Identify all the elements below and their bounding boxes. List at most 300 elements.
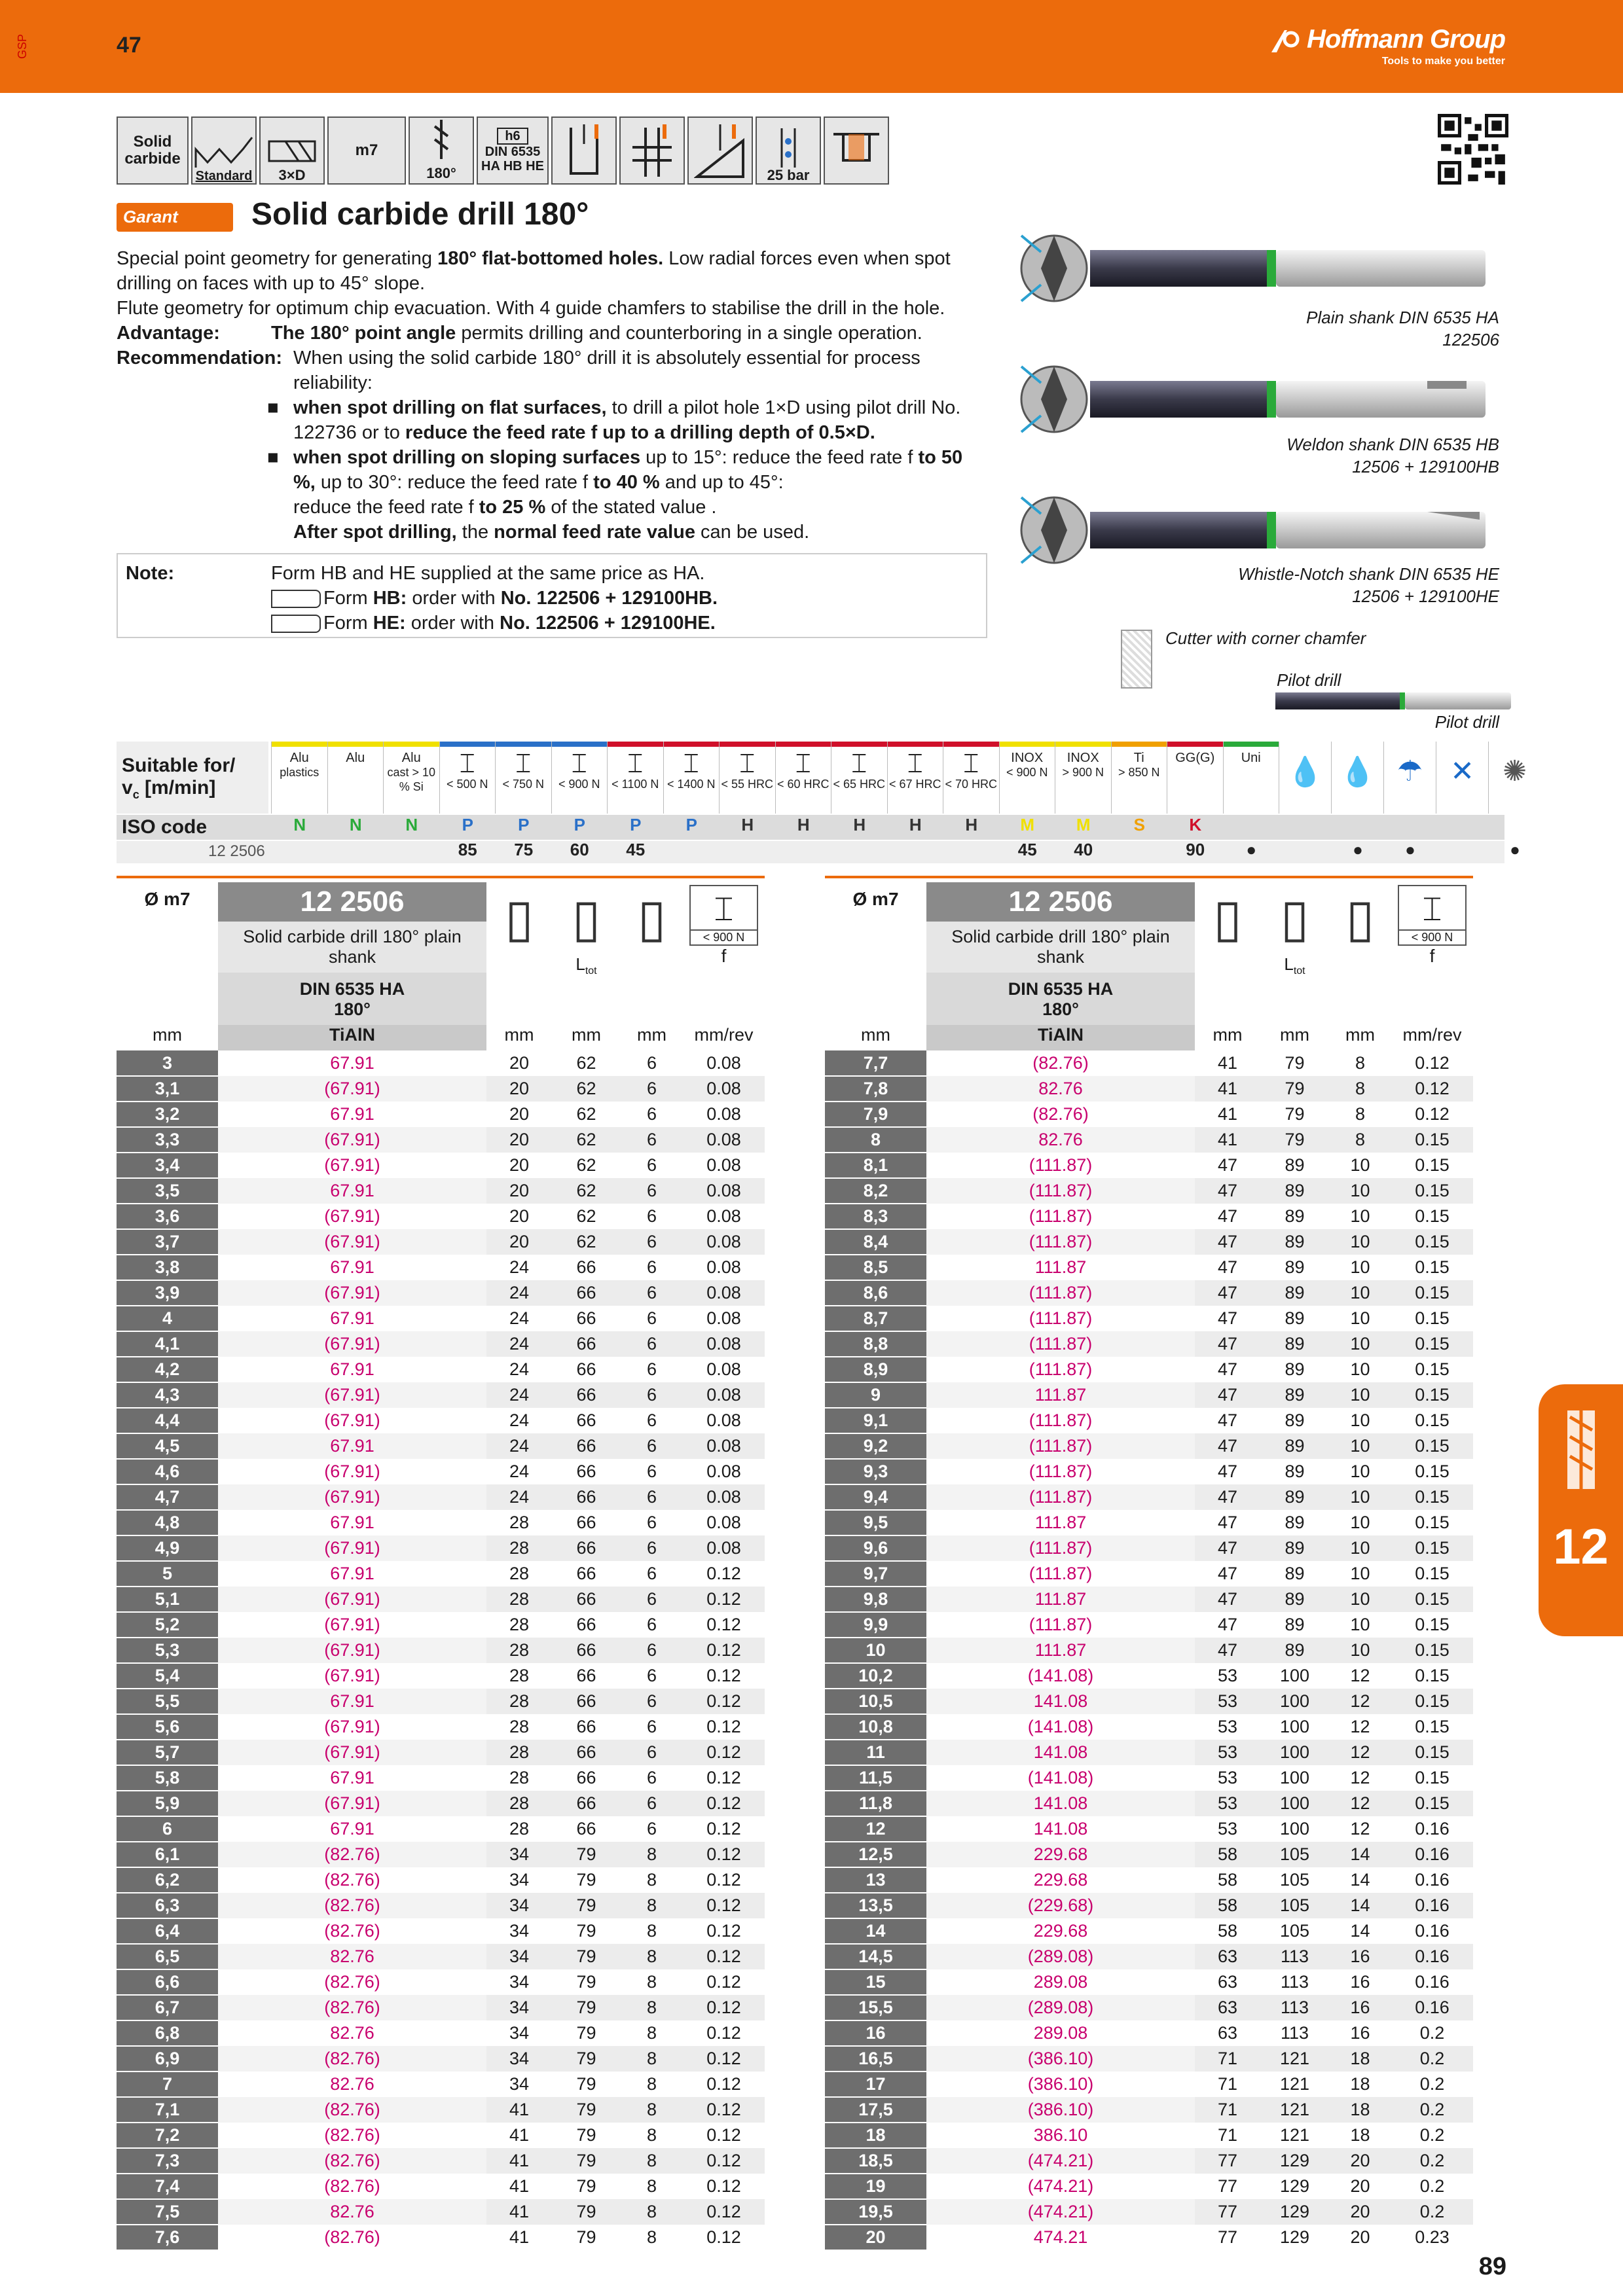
drill-chapter-icon bbox=[1566, 1410, 1596, 1489]
feed-cell: 0.15 bbox=[1415, 1359, 1450, 1379]
table-row[interactable] bbox=[117, 1510, 765, 1535]
table-row[interactable] bbox=[825, 1714, 1473, 1740]
feed-cell: 0.12 bbox=[706, 2176, 741, 2196]
shank-diameter-cell: 6 bbox=[621, 1076, 683, 1102]
table-row[interactable] bbox=[825, 1459, 1473, 1484]
product-name: Solid carbide drill 180° plain shank bbox=[218, 922, 486, 973]
feed-cell: 0.15 bbox=[1391, 1178, 1473, 1204]
shank-diameter-cell: 6 bbox=[621, 1638, 683, 1663]
feed-cell: 0.12 bbox=[683, 1791, 765, 1816]
table-row[interactable] bbox=[117, 1050, 765, 1076]
coolant-mark: ● bbox=[1353, 840, 1363, 859]
diameter-cell: 11,8 bbox=[825, 1791, 926, 1816]
table-row[interactable] bbox=[117, 1689, 765, 1714]
table-row[interactable] bbox=[117, 1561, 765, 1587]
table-row[interactable] bbox=[825, 1969, 1473, 1995]
table-row[interactable] bbox=[825, 1229, 1473, 1255]
table-row[interactable] bbox=[117, 1433, 765, 1459]
cutting-speed: 60 bbox=[570, 840, 589, 859]
total-length-cell: 66 bbox=[576, 1513, 596, 1532]
diameter-cell: 5,4 bbox=[117, 1663, 218, 1689]
shank-diameter-cell: 10 bbox=[1329, 1382, 1391, 1408]
total-length-cell: 79 bbox=[576, 2227, 596, 2247]
table-row[interactable] bbox=[825, 1816, 1473, 1842]
qr-code-icon[interactable] bbox=[1438, 114, 1508, 185]
total-length-cell: 100 bbox=[1279, 1717, 1310, 1736]
feed-cell: 0.12 bbox=[683, 1638, 765, 1663]
material-column bbox=[1055, 742, 1111, 859]
diameter-cell: 7,4 bbox=[117, 2174, 218, 2199]
diameter-cell: 6,8 bbox=[117, 2020, 218, 2046]
material-sub: > 900 N bbox=[1062, 766, 1104, 779]
shank-diameter-cell: 20 bbox=[1350, 2176, 1370, 2196]
table-row[interactable] bbox=[117, 1714, 765, 1740]
diameter-cell: 19 bbox=[825, 2174, 926, 2199]
table-row[interactable] bbox=[117, 1153, 765, 1178]
table-row[interactable] bbox=[117, 1382, 765, 1408]
price-cell: 67.91 bbox=[330, 1513, 374, 1532]
table-row[interactable] bbox=[825, 2072, 1473, 2097]
feed-cell: 0.15 bbox=[1415, 1717, 1450, 1736]
feed-cell: 0.08 bbox=[683, 1484, 765, 1510]
table-row[interactable] bbox=[825, 1561, 1473, 1587]
table-row[interactable] bbox=[825, 1331, 1473, 1357]
material-color-bar bbox=[720, 742, 775, 747]
table-row[interactable] bbox=[117, 1102, 765, 1127]
shank-diameter-cell: 10 bbox=[1350, 1359, 1370, 1379]
table-row[interactable] bbox=[117, 1995, 765, 2020]
shank-diameter-cell: 8 bbox=[621, 1995, 683, 2020]
shank-diameter-cell: 6 bbox=[621, 1382, 683, 1408]
table-row[interactable] bbox=[825, 2097, 1473, 2123]
material-color-bar bbox=[1055, 742, 1111, 747]
suitability-article: 12 2506 bbox=[208, 842, 265, 860]
feed-cell: 0.12 bbox=[683, 1944, 765, 1969]
cutting-length-cell: 28 bbox=[509, 1768, 530, 1787]
table-row[interactable] bbox=[825, 1255, 1473, 1280]
brand-name: Hoffmann Group bbox=[1306, 25, 1505, 54]
cutting-length-cell: 63 bbox=[1195, 1995, 1260, 2020]
diameter-cell: 3,7 bbox=[117, 1229, 218, 1255]
table-row[interactable] bbox=[825, 1765, 1473, 1791]
table-row[interactable] bbox=[117, 1740, 765, 1765]
price-cell: (67.91) bbox=[218, 1280, 486, 1306]
table-row[interactable] bbox=[825, 1050, 1473, 1076]
table-row[interactable] bbox=[825, 1127, 1473, 1153]
diameter-cell: 3,2 bbox=[117, 1102, 218, 1127]
feed-cell: 0.15 bbox=[1415, 1615, 1450, 1634]
diameter-cell: 8,8 bbox=[825, 1331, 926, 1357]
price-cell: 229.68 bbox=[1033, 1870, 1088, 1890]
feed-cell: 0.15 bbox=[1391, 1689, 1473, 1714]
steel-icon: ⌶ bbox=[627, 749, 644, 778]
table-row[interactable] bbox=[117, 1842, 765, 1867]
cutting-length-cell: 28 bbox=[509, 1717, 530, 1736]
table-row[interactable] bbox=[117, 2148, 765, 2174]
price-cell: (111.87) bbox=[1029, 1564, 1093, 1583]
shank-diameter-icon: ▯ bbox=[1345, 889, 1375, 947]
feed-cell: 0.08 bbox=[683, 1382, 765, 1408]
table-row[interactable] bbox=[117, 1893, 765, 1918]
feed-cell: 0.2 bbox=[1419, 2176, 1445, 2196]
table-row[interactable] bbox=[825, 1510, 1473, 1535]
table-row[interactable] bbox=[117, 1791, 765, 1816]
total-length-cell: 89 bbox=[1285, 1410, 1305, 1430]
cutting-length-cell: 20 bbox=[486, 1127, 552, 1153]
table-row[interactable] bbox=[117, 1765, 765, 1791]
material-sub: < 55 HRC bbox=[721, 778, 774, 791]
shank-diameter-cell: 6 bbox=[646, 1564, 657, 1583]
table-row[interactable] bbox=[117, 1357, 765, 1382]
material-color-bar bbox=[440, 742, 496, 747]
header-page-number: 47 bbox=[117, 33, 141, 58]
total-length-cell: 66 bbox=[576, 1717, 596, 1736]
price-cell: 67.91 bbox=[218, 1433, 486, 1459]
shank-diameter-cell: 10 bbox=[1350, 1308, 1370, 1328]
diameter-cell: 3,5 bbox=[117, 1178, 218, 1204]
table-row[interactable] bbox=[117, 1229, 765, 1255]
price-cell: 229.68 bbox=[926, 1842, 1195, 1867]
table-row[interactable] bbox=[117, 1127, 765, 1153]
total-length-cell: 66 bbox=[576, 1819, 596, 1839]
table-row[interactable] bbox=[117, 1076, 765, 1102]
price-cell: (111.87) bbox=[926, 1535, 1195, 1561]
total-length-cell: 105 bbox=[1260, 1842, 1329, 1867]
table-row[interactable] bbox=[117, 1587, 765, 1612]
price-cell: (474.21) bbox=[926, 2199, 1195, 2225]
material-column bbox=[831, 742, 887, 834]
table-row[interactable] bbox=[117, 2123, 765, 2148]
feed-cell: 0.08 bbox=[683, 1076, 765, 1102]
table-row[interactable] bbox=[825, 1587, 1473, 1612]
counterbore-icon bbox=[824, 117, 889, 185]
table-row[interactable] bbox=[117, 1918, 765, 1944]
price-cell: 67.91 bbox=[330, 1768, 374, 1787]
table-row[interactable] bbox=[117, 2020, 765, 2046]
material-column bbox=[775, 742, 831, 834]
product-description bbox=[117, 246, 994, 545]
table-row[interactable] bbox=[825, 1612, 1473, 1638]
cutting-length-cell: 41 bbox=[509, 2125, 530, 2145]
table-row[interactable] bbox=[825, 1663, 1473, 1689]
diameter-cell: 12 bbox=[825, 1816, 926, 1842]
shank-diameter-cell: 6 bbox=[646, 1359, 657, 1379]
table-row[interactable] bbox=[117, 1816, 765, 1842]
feed-cell: 0.15 bbox=[1415, 1462, 1450, 1481]
material-name: Ti bbox=[1133, 751, 1144, 765]
table-row[interactable] bbox=[825, 1408, 1473, 1433]
table-row[interactable] bbox=[117, 2046, 765, 2072]
feed-cell: 0.12 bbox=[706, 2227, 741, 2247]
feed-cell: 0.2 bbox=[1419, 2074, 1445, 2094]
table-row[interactable] bbox=[825, 1306, 1473, 1331]
chapter-tab[interactable] bbox=[1539, 1384, 1623, 1636]
feed-cell: 0.16 bbox=[1391, 1842, 1473, 1867]
table-row[interactable] bbox=[825, 1535, 1473, 1561]
material-name: Alu bbox=[401, 751, 421, 765]
diameter-cell: 8 bbox=[825, 1127, 926, 1153]
table-row[interactable] bbox=[825, 1357, 1473, 1382]
shank-diameter-cell: 10 bbox=[1329, 1331, 1391, 1357]
material-sub: < 500 N bbox=[446, 778, 488, 791]
table-row[interactable] bbox=[117, 1944, 765, 1969]
price-cell: (111.87) bbox=[1029, 1410, 1093, 1430]
shank-diameter-cell: 10 bbox=[1329, 1433, 1391, 1459]
material-color-bar bbox=[496, 742, 551, 747]
shank-diameter-cell: 6 bbox=[646, 1666, 657, 1685]
cutting-length-cell: 41 bbox=[509, 2227, 530, 2247]
table-row[interactable] bbox=[825, 2199, 1473, 2225]
iso-code: N bbox=[349, 815, 362, 834]
diameter-cell: 8,5 bbox=[825, 1255, 926, 1280]
price-cell: 111.87 bbox=[926, 1587, 1195, 1612]
cutting-length-cell: 47 bbox=[1195, 1280, 1260, 1306]
price-cell: (141.08) bbox=[1027, 1768, 1094, 1787]
total-length-cell: 89 bbox=[1285, 1462, 1305, 1481]
diameter-cell: 18,5 bbox=[825, 2148, 926, 2174]
total-length-cell: 62 bbox=[576, 1053, 596, 1073]
table-row[interactable] bbox=[825, 1867, 1473, 1893]
shank-diameter-cell: 8 bbox=[1329, 1127, 1391, 1153]
diameter-cell: 14 bbox=[825, 1918, 926, 1944]
feed-cell: 0.15 bbox=[1391, 1535, 1473, 1561]
total-length-cell: 79 bbox=[1285, 1104, 1305, 1124]
cutting-length-cell: 63 bbox=[1195, 1944, 1260, 1969]
table-row[interactable] bbox=[117, 1331, 765, 1357]
table-row[interactable] bbox=[117, 2072, 765, 2097]
table-row[interactable] bbox=[825, 1740, 1473, 1765]
table-row[interactable] bbox=[825, 1204, 1473, 1229]
coating: TiAlN bbox=[926, 1025, 1195, 1050]
iso-code: H bbox=[965, 815, 978, 834]
material-color-bar bbox=[272, 742, 327, 747]
material-sub: < 1100 N bbox=[611, 778, 659, 791]
col-diameter: Ø m7 bbox=[852, 889, 899, 909]
table-row[interactable] bbox=[825, 2174, 1473, 2199]
table-row[interactable] bbox=[117, 1535, 765, 1561]
table-row[interactable] bbox=[117, 1484, 765, 1510]
table-row[interactable] bbox=[825, 1689, 1473, 1714]
feed-cell: 0.08 bbox=[683, 1433, 765, 1459]
table-row[interactable] bbox=[825, 1076, 1473, 1102]
iso-code: K bbox=[1189, 815, 1202, 834]
price-cell: (111.87) bbox=[926, 1484, 1195, 1510]
price-cell: 67.91 bbox=[330, 1104, 374, 1124]
table-row[interactable] bbox=[117, 1663, 765, 1689]
material-column bbox=[943, 742, 999, 834]
shank-diameter-cell: 12 bbox=[1350, 1768, 1370, 1787]
shank-diameter-cell: 6 bbox=[646, 1462, 657, 1481]
price-cell: (67.91) bbox=[218, 1535, 486, 1561]
article-number: 12 2506 bbox=[926, 882, 1195, 922]
table-row[interactable] bbox=[117, 1280, 765, 1306]
shank-diameter-cell: 6 bbox=[646, 1053, 657, 1073]
coolant-column bbox=[1331, 742, 1383, 859]
table-row[interactable] bbox=[117, 2174, 765, 2199]
table-row[interactable] bbox=[825, 2225, 1473, 2250]
table-row[interactable] bbox=[117, 1408, 765, 1433]
cutting-length-cell: 24 bbox=[509, 1257, 530, 1277]
col-diameter: Ø m7 bbox=[144, 889, 191, 909]
table-row[interactable] bbox=[117, 2199, 765, 2225]
material-color-bar bbox=[1112, 742, 1167, 747]
price-cell: 289.08 bbox=[1033, 1972, 1088, 1992]
table-row[interactable] bbox=[117, 1178, 765, 1204]
cutting-length-cell: 24 bbox=[509, 1308, 530, 1328]
table-row[interactable] bbox=[825, 1102, 1473, 1127]
table-row[interactable] bbox=[825, 1638, 1473, 1663]
price-cell: (82.76) bbox=[324, 2176, 380, 2196]
material-column bbox=[607, 742, 663, 859]
shank-diameter-cell: 12 bbox=[1350, 1666, 1370, 1685]
table-row[interactable] bbox=[825, 1153, 1473, 1178]
suitability-panel bbox=[117, 742, 1527, 879]
total-length-cell: 105 bbox=[1260, 1893, 1329, 1918]
material-column bbox=[327, 742, 384, 834]
total-length-cell: 79 bbox=[576, 2176, 596, 2196]
steel-icon: ⌶ bbox=[963, 749, 979, 778]
cutting-length-cell: 24 bbox=[486, 1484, 552, 1510]
shank-diameter-cell: 10 bbox=[1329, 1587, 1391, 1612]
feed-cell: 0.08 bbox=[706, 1410, 741, 1430]
table-row[interactable] bbox=[117, 1306, 765, 1331]
cutting-length-cell: 47 bbox=[1195, 1535, 1260, 1561]
table-row[interactable] bbox=[825, 2046, 1473, 2072]
table-row[interactable] bbox=[117, 2225, 765, 2250]
price-cell: (111.87) bbox=[1029, 1155, 1093, 1175]
material-color-bar bbox=[1167, 742, 1223, 747]
product-angle: 180° bbox=[334, 999, 371, 1019]
price-cell: (67.91) bbox=[218, 1382, 486, 1408]
iso-code: H bbox=[797, 815, 810, 834]
diameter-cell: 9,7 bbox=[825, 1561, 926, 1587]
feed-cell: 0.15 bbox=[1415, 1257, 1450, 1277]
price-cell: (82.76) bbox=[218, 1995, 486, 2020]
feed-cell: 0.12 bbox=[706, 2125, 741, 2145]
table-row[interactable] bbox=[117, 1969, 765, 1995]
table-row[interactable] bbox=[825, 2123, 1473, 2148]
iso-code: P bbox=[462, 815, 473, 834]
shank-diameter-cell: 6 bbox=[621, 1229, 683, 1255]
coolant-column bbox=[1279, 742, 1331, 814]
total-length-cell: 66 bbox=[576, 1564, 596, 1583]
material-color-bar bbox=[384, 742, 439, 747]
shank-diameter-cell: 12 bbox=[1350, 1717, 1370, 1736]
table-row[interactable] bbox=[825, 1178, 1473, 1204]
feed-cell: 0.15 bbox=[1391, 1331, 1473, 1357]
cutting-speed: 40 bbox=[1074, 840, 1093, 859]
table-row[interactable] bbox=[825, 1944, 1473, 1969]
total-length-cell: 129 bbox=[1279, 2227, 1310, 2247]
feed-cell: 0.16 bbox=[1391, 1995, 1473, 2020]
diameter-cell: 11 bbox=[825, 1740, 926, 1765]
feed-cell: 0.08 bbox=[683, 1535, 765, 1561]
table-row[interactable] bbox=[825, 1484, 1473, 1510]
total-length-cell: 89 bbox=[1260, 1587, 1329, 1612]
feed-cell: 0.16 bbox=[1415, 1819, 1450, 1839]
cutting-length-icon: ▯ bbox=[504, 889, 534, 947]
cutting-length-cell: 20 bbox=[509, 1155, 530, 1175]
cutting-length-cell: 20 bbox=[486, 1076, 552, 1102]
material-color-bar bbox=[943, 742, 999, 747]
article-number: 12 2506 bbox=[218, 882, 486, 922]
price-cell: 141.08 bbox=[1033, 1819, 1088, 1839]
diameter-cell: 4,7 bbox=[117, 1484, 218, 1510]
feed-cell: 0.15 bbox=[1415, 1768, 1450, 1787]
table-row[interactable] bbox=[825, 1995, 1473, 2020]
total-length-cell: 100 bbox=[1279, 1768, 1310, 1787]
total-length-cell: 89 bbox=[1285, 1615, 1305, 1634]
feed-cell: 0.15 bbox=[1391, 1740, 1473, 1765]
note-box: Note: Form HB and HE supplied at the same price as HA. Form HB: order with No. 122506 + 129100HB. Form HE: order with No. 122506 + 129100HE. bbox=[117, 553, 987, 638]
total-length-cell: 66 bbox=[576, 1768, 596, 1787]
total-length-cell: 100 bbox=[1279, 1819, 1310, 1839]
table-row[interactable] bbox=[117, 2097, 765, 2123]
cutting-speed: 45 bbox=[626, 840, 646, 859]
table-row[interactable] bbox=[825, 1842, 1473, 1867]
material-column bbox=[551, 742, 608, 859]
total-length-icon: ▯ $L_{tot}$ bbox=[572, 889, 601, 977]
shank-diameter-cell: 8 bbox=[646, 1972, 657, 1992]
material-column bbox=[439, 742, 496, 859]
table-row[interactable] bbox=[825, 1433, 1473, 1459]
shank-diameter-cell: 10 bbox=[1350, 1564, 1370, 1583]
table-row[interactable] bbox=[825, 2020, 1473, 2046]
diameter-cell: 6,1 bbox=[117, 1842, 218, 1867]
cutting-length-cell: 34 bbox=[486, 1995, 552, 2020]
table-row[interactable] bbox=[825, 1791, 1473, 1816]
table-row[interactable] bbox=[825, 2148, 1473, 2174]
table-row[interactable] bbox=[825, 1382, 1473, 1408]
table-row[interactable] bbox=[117, 1638, 765, 1663]
feed-cell: 0.08 bbox=[706, 1308, 741, 1328]
shank-diameter-cell: 8 bbox=[646, 2176, 657, 2196]
price-cell: (82.76) bbox=[218, 2097, 486, 2123]
total-length-cell: 62 bbox=[576, 1104, 596, 1124]
feed-cell: 0.12 bbox=[683, 1995, 765, 2020]
table-row[interactable] bbox=[117, 1204, 765, 1229]
cutting-length-cell: 28 bbox=[486, 1791, 552, 1816]
shank-diameter-cell: 20 bbox=[1329, 2199, 1391, 2225]
table-row[interactable] bbox=[117, 1255, 765, 1280]
shank-diameter-cell: 6 bbox=[621, 1178, 683, 1204]
cutting-length-cell: 47 bbox=[1195, 1433, 1260, 1459]
cutting-length-cell: 63 bbox=[1217, 1972, 1238, 1992]
table-row[interactable] bbox=[117, 1867, 765, 1893]
cutting-speed: 45 bbox=[1017, 840, 1037, 859]
price-cell: (111.87) bbox=[1029, 1615, 1093, 1634]
price-cell: 67.91 bbox=[218, 1178, 486, 1204]
price-cell: 289.08 bbox=[1033, 2023, 1088, 2043]
shank-diameter-cell: 12 bbox=[1329, 1740, 1391, 1765]
table-row[interactable] bbox=[825, 1918, 1473, 1944]
feed-cell: 0.08 bbox=[683, 1331, 765, 1357]
diameter-cell: 5 bbox=[117, 1561, 218, 1587]
table-row[interactable] bbox=[825, 1893, 1473, 1918]
cutting-length-cell: 20 bbox=[509, 1104, 530, 1124]
shank-diameter-cell: 6 bbox=[646, 1410, 657, 1430]
total-length-cell: 66 bbox=[576, 1257, 596, 1277]
feed-cell: 0.12 bbox=[706, 1615, 741, 1634]
table-row[interactable] bbox=[825, 1280, 1473, 1306]
cutting-length-cell: 71 bbox=[1217, 2074, 1238, 2094]
shank-diameter-cell: 6 bbox=[621, 1127, 683, 1153]
price-cell: (141.08) bbox=[1027, 1717, 1094, 1736]
table-row[interactable] bbox=[117, 1459, 765, 1484]
diameter-cell: 8,2 bbox=[825, 1178, 926, 1204]
cutting-length-cell: 47 bbox=[1217, 1308, 1238, 1328]
table-row[interactable] bbox=[117, 1612, 765, 1638]
